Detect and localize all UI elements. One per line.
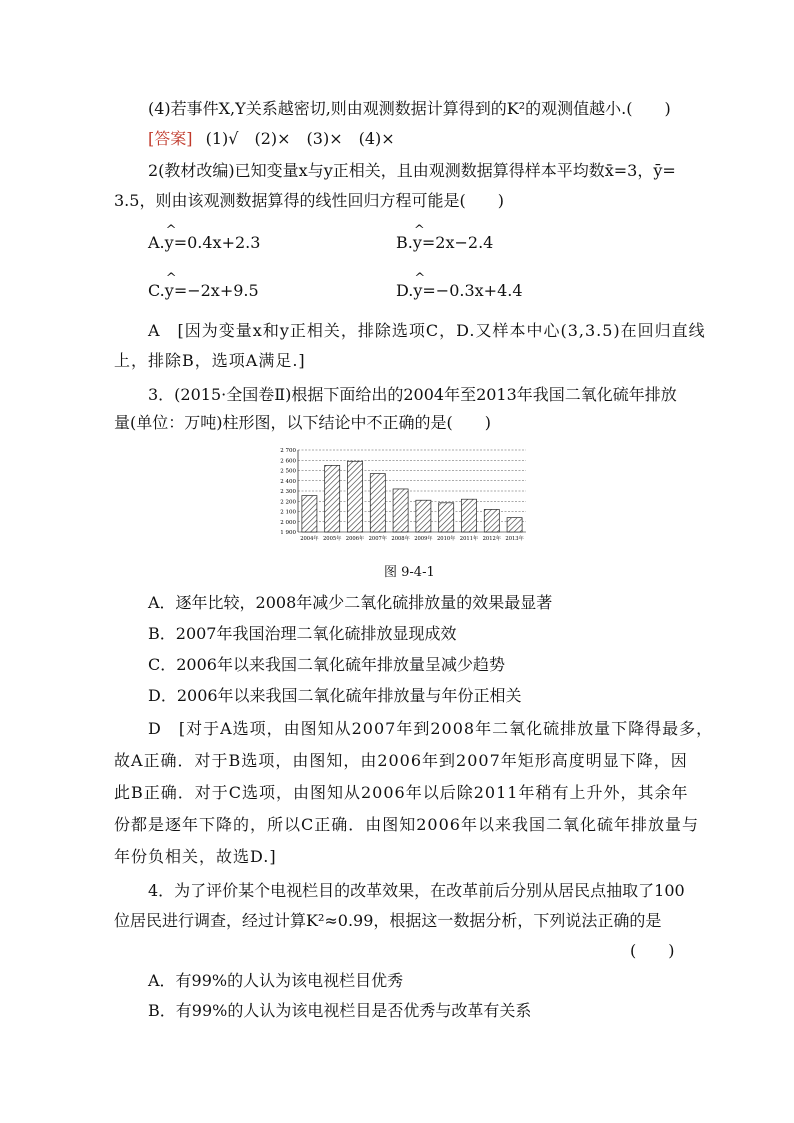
q2-option-d: D.^ y=−0.3x+4.4 xyxy=(396,280,523,302)
q2-solution-line-2: 上，排除B，选项A满足.] xyxy=(114,351,306,370)
q4-sub-statement: (4)若事件X,Y关系越密切,则由观测数据计算得到的K²的观测值越小.( ) xyxy=(148,99,671,118)
bar-2012年 xyxy=(484,509,499,532)
x-tick-label: 2006年 xyxy=(345,536,365,542)
q4-option-a: A．有99%的人认为该电视栏目优秀 xyxy=(148,971,404,990)
q3-solution-line-4: 份都是逐年下降的，所以C正确．由图知2006年以来我国二氧化硫年排放量与 xyxy=(114,815,699,834)
y-tick-label: 2 200 xyxy=(280,499,296,506)
emission-bar-chart xyxy=(268,444,530,544)
bar-2004年 xyxy=(302,496,317,532)
q4-option-b: B．有99%的人认为该电视栏目是否优秀与改革有关系 xyxy=(148,1001,532,1020)
bar-2006年 xyxy=(347,461,362,532)
bar-2013年 xyxy=(507,518,522,532)
x-tick-label: 2008年 xyxy=(391,536,410,542)
q3-option-d: D．2006年以来我国二氧化硫年排放量与年份正相关 xyxy=(148,686,522,705)
x-tick-label: 2011年 xyxy=(459,536,479,542)
y-tick-label: 1 900 xyxy=(280,530,296,536)
bar-2011年 xyxy=(461,499,476,532)
y-tick-label: 2 500 xyxy=(280,468,296,475)
q2-line-1: 2(教材改编)已知变量x与y正相关，且由观测数据算得样本平均数x̄=3，ȳ= xyxy=(148,161,676,180)
y-tick-label: 2 000 xyxy=(280,519,296,526)
q2-option-b: B.^ y=2x−2.4 xyxy=(396,232,493,254)
x-tick-label: 2009年 xyxy=(414,536,433,542)
q2-option-c: C.^ y=−2x+9.5 xyxy=(148,280,259,302)
q4-line-2: 位居民进行调查，经过计算K²≈0.99，根据这一数据分析，下列说法正确的是 xyxy=(114,911,662,930)
bar-2009年 xyxy=(416,500,431,532)
q3-line-1: 3．(2015·全国卷Ⅱ)根据下面给出的2004年至2013年我国二氧化硫年排放 xyxy=(148,385,677,404)
x-tick-label: 2004年 xyxy=(300,536,319,542)
q4-answer-paren: ( ) xyxy=(630,941,675,960)
q3-solution-line-5: 年份负相关，故选D.] xyxy=(114,847,277,866)
x-tick-label: 2010年 xyxy=(437,536,456,542)
y-tick-label: 2 600 xyxy=(280,458,296,465)
q4-line-1: 4．为了评价某个电视栏目的改革效果，在改革前后分别从居民点抽取了100 xyxy=(148,881,685,900)
x-tick-label: 2005年 xyxy=(323,536,342,542)
answer-tag: [答案] xyxy=(148,129,193,148)
q3-option-b: B．2007年我国治理二氧化硫排放显现成效 xyxy=(148,624,457,643)
q3-solution-line-2: 故A正确．对于B选项，由图知，由2006年到2007年矩形高度明显下降，因 xyxy=(114,751,688,770)
q3-option-c: C．2006年以来我国二氧化硫年排放量呈减少趋势 xyxy=(148,655,505,674)
y-tick-label: 2 300 xyxy=(280,489,296,495)
answer-text: (1)√ (2)× (3)× (4)× xyxy=(205,129,395,148)
bar-2005年 xyxy=(325,465,340,532)
q2-line-2: 3.5，则由该观测数据算得的线性回归方程可能是( ) xyxy=(114,191,504,210)
answer-line xyxy=(148,128,395,150)
bar-2008年 xyxy=(393,489,408,532)
q2-option-a: A.^ y=0.4x+2.3 xyxy=(148,232,260,254)
bar-2010年 xyxy=(439,503,454,532)
q3-option-a: A．逐年比较，2008年减少二氧化硫排放量的效果最显著 xyxy=(148,593,553,612)
x-tick-label: 2007年 xyxy=(368,536,387,542)
q2-solution-line-1: A [因为变量x和y正相关，排除选项C，D.又样本中心(3,3.5)在回归直线 xyxy=(148,321,706,340)
y-tick-label: 2 100 xyxy=(280,509,296,516)
y-tick-label: 2 400 xyxy=(280,478,296,485)
bar-2007年 xyxy=(370,474,385,532)
y-tick-label: 2 700 xyxy=(280,448,296,454)
q3-solution-line-3: 此B正确．对于C选项，由图知从2006年以后除2011年稍有上升外，其余年 xyxy=(114,783,689,802)
q3-line-2: 量(单位：万吨)柱形图，以下结论中不正确的是( ) xyxy=(114,413,491,432)
q3-solution-line-1: D [对于A选项，由图知从2007年到2008年二氧化硫排放量下降得最多， xyxy=(148,719,714,738)
figure-caption: 图 9-4-1 xyxy=(384,565,435,580)
x-tick-label: 2012年 xyxy=(482,536,501,542)
x-tick-label: 2013年 xyxy=(505,536,524,542)
